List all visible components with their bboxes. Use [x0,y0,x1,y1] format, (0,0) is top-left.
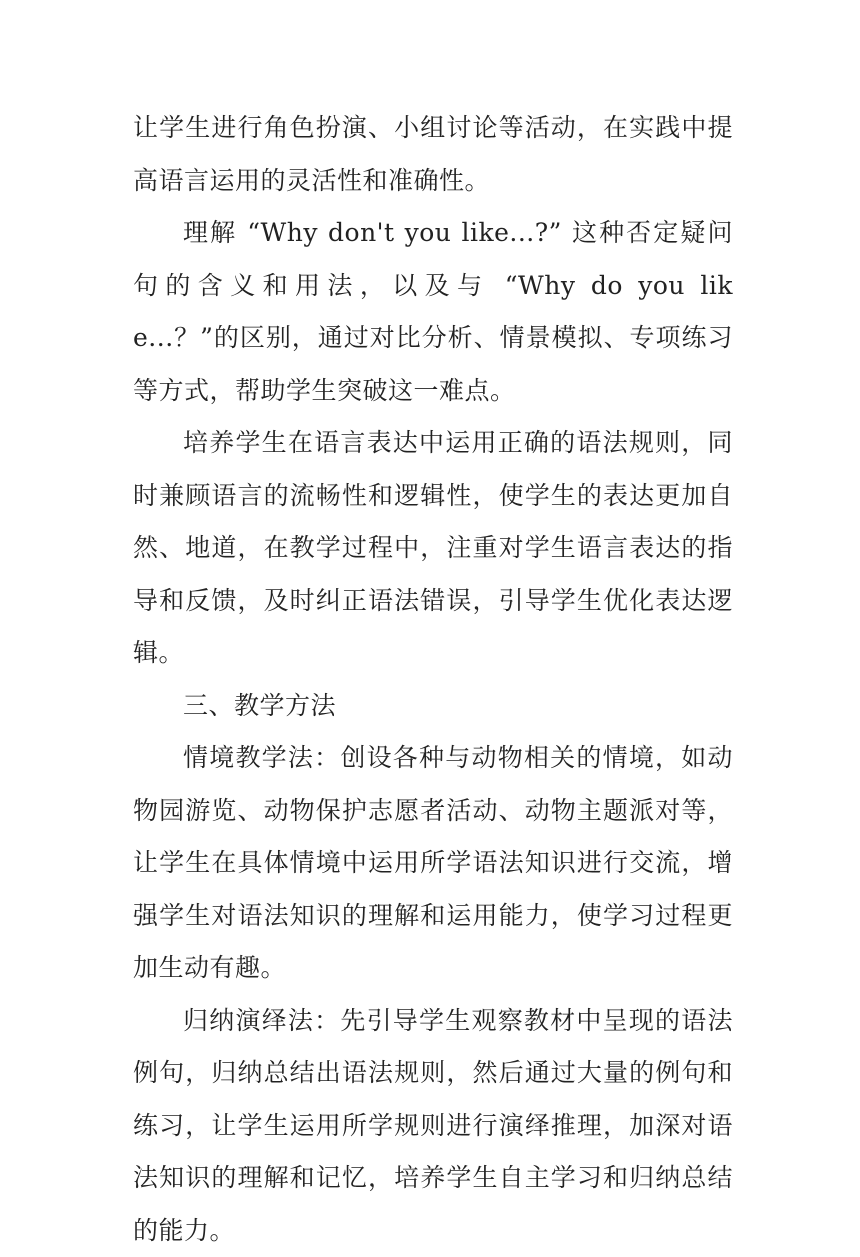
paragraph-inductive-deductive: 归纳演绎法：先引导学生观察教材中呈现的语法例句，归纳总结出语法规则，然后通过大量的例句和练习，让学生运用所学规则进行演绎推理，加深对语法知识的理解和记忆，培养学生自主学习和归纳总结的能力。 [133,995,733,1257]
paragraph-why-dont-you-like: 理解 “Why don't you like...?” 这种否定疑问句的含义和用法，以及与 “Why do you like...？”的区别，通过对比分析、情景模拟、专项练习等方式，帮助学生突破这一难点。 [133,207,733,417]
paragraph-continuation: 让学生进行角色扮演、小组讨论等活动，在实践中提高语言运用的灵活性和准确性。 [133,102,733,207]
paragraph-grammar-rules: 培养学生在语言表达中运用正确的语法规则，同时兼顾语言的流畅性和逻辑性，使学生的表达更加自然、地道，在教学过程中，注重对学生语言表达的指导和反馈，及时纠正语法错误，引导学生优化表达逻辑。 [133,417,733,680]
section-heading-teaching-methods: 三、教学方法 [133,680,733,733]
paragraph-situational-teaching: 情境教学法：创设各种与动物相关的情境，如动物园游览、动物保护志愿者活动、动物主题派对等，让学生在具体情境中运用所学语法知识进行交流，增强学生对语法知识的理解和运用能力，使学习过程更加生动有趣。 [133,732,733,995]
document-body [133,102,733,1257]
